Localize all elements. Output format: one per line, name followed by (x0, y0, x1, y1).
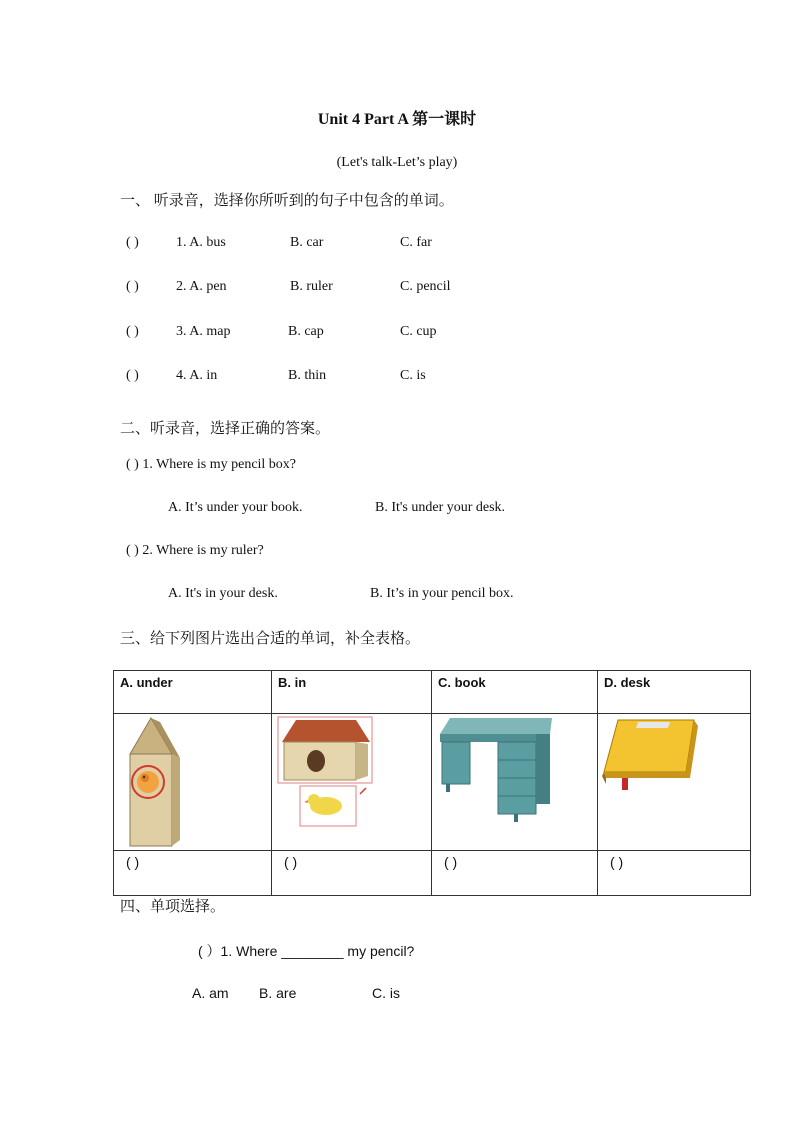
s4-q1-choice-a: A. am (192, 985, 229, 1001)
birdhouse-bird-outside-image (272, 714, 431, 847)
s1-q3-option-a: 3. A. map (176, 324, 231, 339)
picture-cell-4 (598, 714, 751, 851)
s4-q1-choice-b: B. are (259, 985, 297, 1001)
option-a-label: A. under (120, 675, 173, 690)
s2-q2-text: ( ) 2. Where is my ruler? (126, 543, 264, 558)
s2-q1-option-b: B. It's under your desk. (375, 500, 506, 515)
s1-q2-paren: ( ) (126, 279, 139, 294)
s2-q2-option-a: A. It's in your desk. (168, 586, 278, 601)
s1-q4-option-c: C. is (400, 368, 426, 383)
desk-image (432, 714, 597, 847)
s4-q1-choice-c: C. is (372, 985, 400, 1001)
s2-q1-text: ( ) 1. Where is my pencil box? (126, 457, 297, 472)
subtitle-text: (Let's talk-Let’s play) (336, 155, 458, 170)
table-header-cell (432, 671, 598, 714)
s1-q4-paren: ( ) (126, 368, 139, 383)
answer-blank-1: ( ) (126, 854, 140, 870)
section2-heading: 二、听录音，选择正确的答案。 (120, 421, 331, 437)
table-header-cell (272, 671, 432, 714)
s1-q2-option-a: 2. A. pen (176, 279, 227, 294)
picture-word-table (113, 670, 751, 896)
s2-q1-option-a: A. It’s under your book. (168, 500, 303, 515)
book-image (598, 714, 750, 847)
option-c-label: C. book (438, 675, 486, 690)
s1-q2-option-b: B. ruler (290, 279, 333, 294)
s1-q3-paren: ( ) (126, 324, 139, 339)
answer-cell-1[interactable] (114, 851, 272, 896)
page-title: Unit 4 Part A 第一课时 (317, 111, 477, 128)
s4-q1-text: ( ）1. Where ________ my pencil? (198, 943, 415, 959)
answer-blank-3: ( ) (444, 854, 458, 870)
s1-q3-option-c: C. cup (400, 324, 437, 339)
section1-heading: 一、 听录音，选择你所听到的句子中包含的单词。 (120, 193, 454, 209)
answer-blank-4: ( ) (610, 854, 624, 870)
s1-q2-option-c: C. pencil (400, 279, 451, 294)
picture-cell-2 (272, 714, 432, 851)
answer-blank-2: ( ) (284, 854, 298, 870)
answer-cell-4[interactable] (598, 851, 751, 896)
s1-q4-option-b: B. thin (288, 368, 327, 383)
table-header-cell (114, 671, 272, 714)
section4-heading: 四、单项选择。 (120, 899, 226, 915)
s1-q3-option-b: B. cap (288, 324, 324, 339)
s1-q1-option-a: 1. A. bus (176, 235, 226, 250)
answer-cell-3[interactable] (432, 851, 598, 896)
picture-cell-3 (432, 714, 598, 851)
s2-q2-option-b: B. It’s in your pencil box. (370, 586, 514, 601)
birdhouse-bird-inside-image (114, 714, 271, 847)
s1-q4-option-a: 4. A. in (176, 368, 218, 383)
section3-heading: 三、给下列图片选出合适的单词，补全表格。 (120, 631, 421, 647)
s1-q1-paren: ( ) (126, 235, 139, 250)
picture-cell-1 (114, 714, 272, 851)
s1-q1-option-c: C. far (400, 235, 432, 250)
page-subtitle (0, 155, 794, 171)
s1-q1-option-b: B. car (290, 235, 324, 250)
table-header-cell (598, 671, 751, 714)
option-b-label: B. in (278, 675, 307, 690)
answer-cell-2[interactable] (272, 851, 432, 896)
option-d-label: D. desk (604, 675, 651, 690)
